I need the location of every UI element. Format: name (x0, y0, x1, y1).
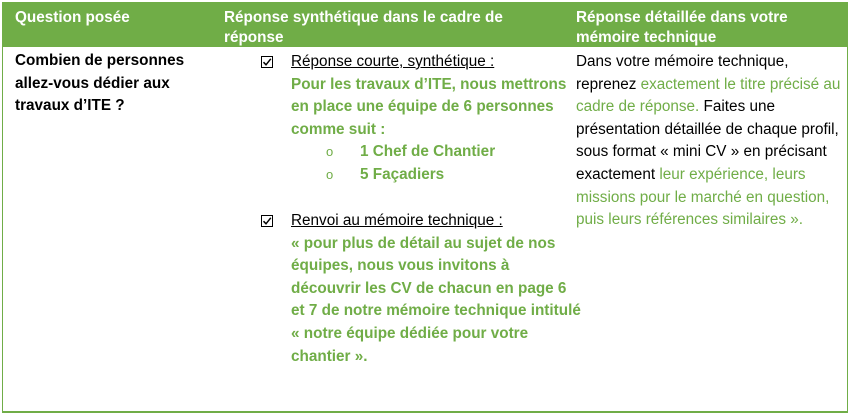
circle-bullet-icon: o (326, 166, 334, 182)
memo-reference-body: « pour plus de détail au sujet de nos équipes, nous vous invitons à découvrir les CV de chacun en page 6 et 7 de notre mémoire technique intitulé « notre équipe dédiée pour votre chantier ». (291, 234, 581, 365)
question-cell: Combien de personnes allez-vous dédier aux travaux d’ITE ? (15, 52, 185, 115)
list-item (291, 164, 581, 187)
header-question: Question posée (15, 9, 130, 26)
detailed-text-highlight: leur expérience, leurs missions pour le marché en question, puis leurs références similaires ». (576, 165, 830, 229)
detailed-text-highlight: exactement le titre précisé au cadre de réponse. (576, 75, 841, 116)
short-answer-title: Réponse courte, synthétique : (291, 53, 495, 70)
circle-bullet-icon: o (326, 144, 334, 160)
header-detailed-answer: Réponse détaillée dans votre mémoire technique (576, 9, 788, 46)
short-answer-text: Pour les travaux d’ITE, nous mettrons en place une équipe de 6 personnes comme suit : (291, 75, 567, 138)
list-item-label: 5 Façadiers (360, 165, 445, 183)
header-synthetic-answer: Réponse synthétique dans le cadre de réponse (224, 9, 503, 46)
detailed-answer-cell (576, 51, 848, 232)
checked-box-icon (261, 215, 273, 227)
detailed-text-plain: Faites une présentation détaillée de chaque profil, sous format « mini CV » en précisant exactement (576, 98, 839, 183)
list-item-label: 1 Chef de Chantier (360, 143, 496, 161)
checked-box-icon (261, 56, 273, 68)
table-header-row (3, 3, 847, 47)
list-item (291, 141, 581, 164)
short-answer-body (291, 74, 581, 187)
detailed-text-plain: Dans votre mémoire technique, reprenez (576, 53, 789, 93)
memo-reference-title: Renvoi au mémoire technique : (291, 212, 503, 229)
requirements-table (2, 2, 848, 413)
